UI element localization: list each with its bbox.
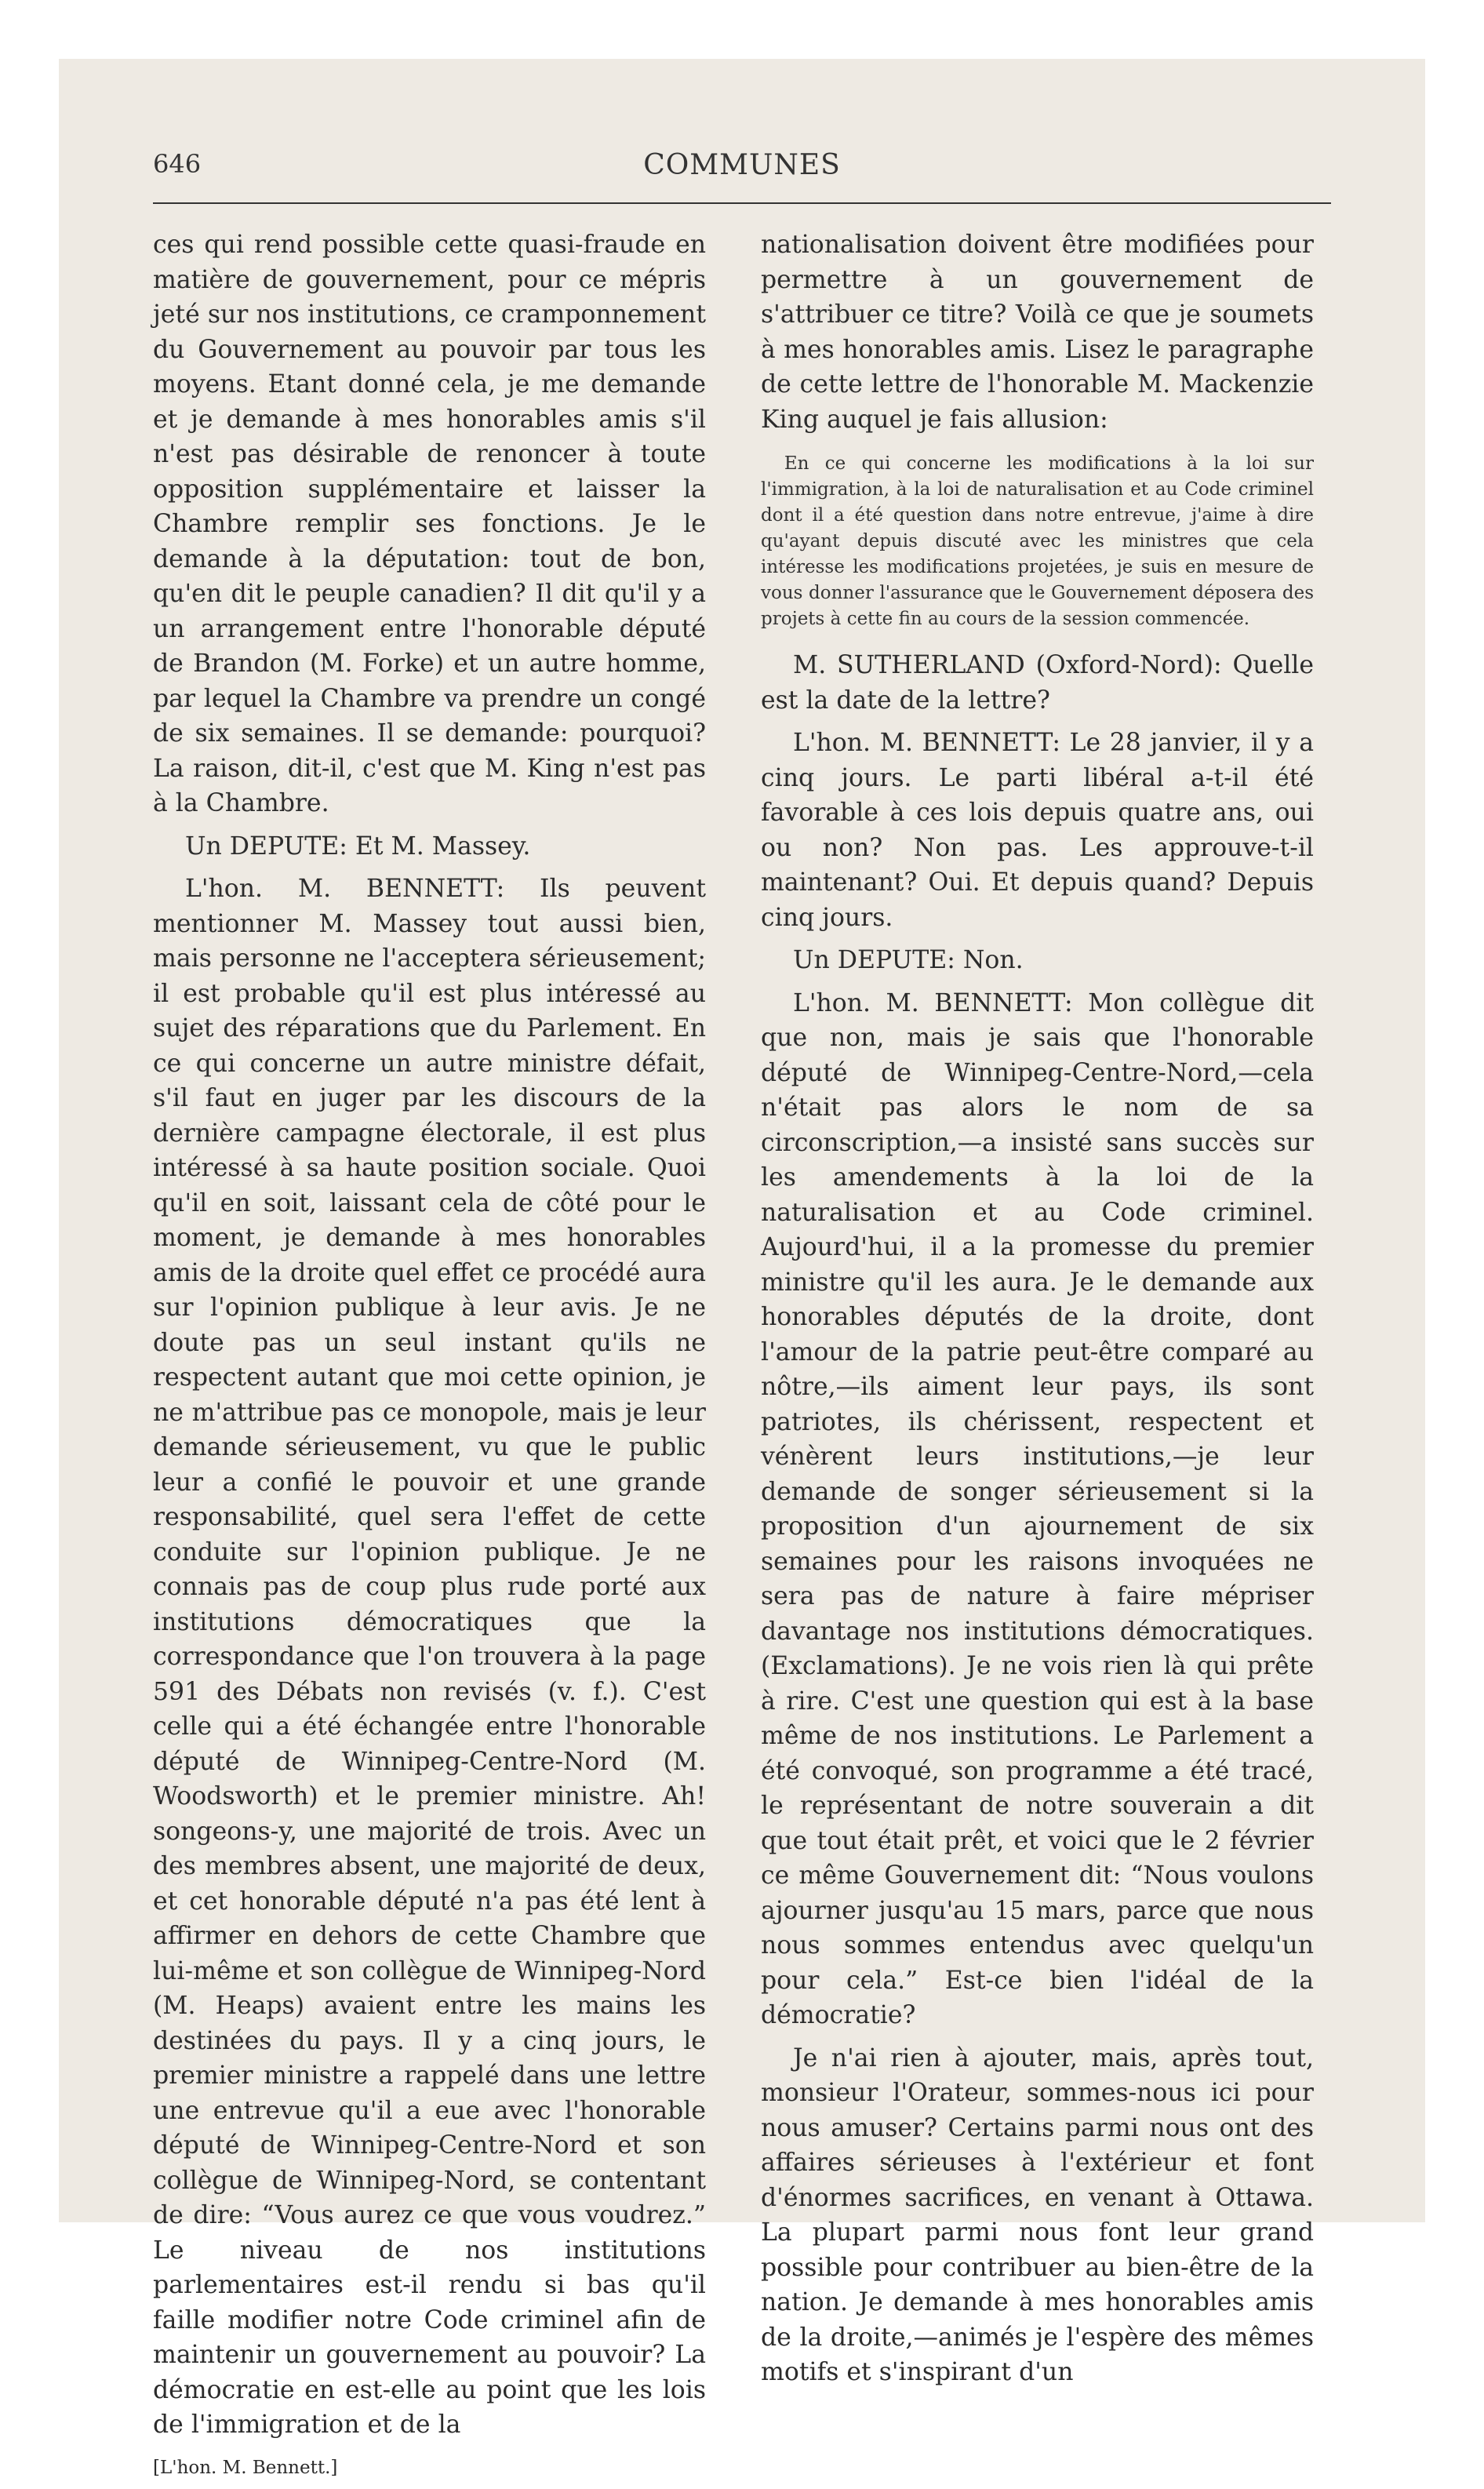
paragraph: Un DEPUTE: Non. [792,946,1024,974]
paragraph: nationalisation doivent être modifiées pour permettre à un gouvernement de s'attribuer ce titre? Voilà ce que je soumets à mes honorables amis. Lisez le paragraphe de cette lettre de l'honorable M. Mackenzie King auquel je fais allusion: [761,231,1314,434]
running-title: COMMUNES [643,149,841,181]
header-rule [153,202,1331,204]
scanned-page [59,59,1425,2478]
left-column [153,227,706,2489]
paragraph: L'hon. M. BENNETT: Ils peuvent mentionner M. Massey tout aussi bien, mais personne ne l'acceptera sérieusement; il est probable qu'il est plus intéressé au sujet des réparations que du Parlement. En ce qui concerne un autre ministre défait, s'il faut en juger par les discours de la dernière campagne électorale, il est plus intéressé à sa haute position sociale. Quoi qu'il en soit, laissant cela de côté pour le moment, je demande à mes honorables amis de la droite quel effet ce procédé aura sur l'opinion publique à leur avis. Je ne doute pas un seul instant qu'ils ne respectent autant que moi cette opinion, je ne m'attribue pas ce monopole, mais je leur demande sérieusement, vu que le public leur a confié le pouvoir et une grande responsabilité, quel sera l'effet de cette conduite sur l'opinion publique. Je ne connais pas de coup plus rude porté aux institutions démocratiques que la correspondance que l'on trouvera à la page 591 des Débats non revisés (v. f.). C'est celle qui a été échangée entre l'honorable député de Winnipeg-Centre-Nord (M. Woodsworth) et le premier ministre. Ah! songeons-y, une majorité de trois. Avec un des membres absent, une majorité de deux, et cet honorable député n'a pas été lent à affirmer en dehors de cette Chambre que lui-même et son collègue de Winnipeg-Nord (M. Heaps) avaient entre les mains les destinées du pays. Il y a cinq jours, le premier ministre a rappelé dans une lettre une entrevue qu'il a eue avec l'honorable député de Winnipeg-Centre-Nord et son collègue de Winnipeg-Nord, se contentant de dire: “Vous aurez ce que vous voudrez.” Le niveau de nos institutions parlementaires est-il rendu si bas qu'il faille modifier notre Code criminel afin de maintenir un gouvernement au pouvoir? La démocratie en est-elle au point que les lois de l'immigration et de la [153,875,706,2439]
paragraph: Un DEPUTE: Et M. Massey. [184,831,531,861]
speaker-attribution: [L'hon. M. Bennett.] [153,2457,338,2478]
paragraph: ces qui rend possible cette quasi-fraude en matière de gouvernement, pour ce mépris jeté sur nos institutions, ce cramponnement du Gouvernement au pouvoir par tous les moyens. Etant donné cela, je me demande et je demande à mes honorables amis s'il n'est pas désirable de renoncer à toute opposition supplémentaire et laisser la Chambre remplir ses fonctions. Je le demande à la députation: tout de bon, qu'en dit le peuple canadien? Il dit qu'il y a un arrangement entre l'honorable député de Brandon (M. Forke) et un autre homme, par lequel la Chambre va prendre un congé de six semaines. Il se demande: pourquoi? La raison, dit-il, c'est que M. King n'est pas à la Chambre. [153,231,706,817]
quoted-letter: En ce qui concerne les modifications à la loi sur l'immigration, à la loi de naturalisation et au Code criminel dont il a été question dans notre entrevue, j'aime à dire qu'ayant depuis discuté avec les ministres que cela intéresse les modifications projetées, je suis en mesure de vous donner l'assurance que le Gouvernement déposera des projets à cette fin au cours de la session commencée. [761,453,1314,629]
paragraph: L'hon. M. BENNETT: Le 28 janvier, il y a cinq jours. Le parti libéral a-t-il été favorable à ces lois depuis quatre ans, oui ou non? Non pas. Les approuve-t-il maintenant? Oui. Et depuis quand? Depuis cinq jours. [761,729,1314,932]
page-header [153,149,1331,196]
right-column [761,227,1314,2398]
page-number: 646 [153,149,202,179]
paragraph: M. SUTHERLAND (Oxford-Nord): Quelle est la date de la lettre? [761,651,1314,715]
paragraph: L'hon. M. BENNETT: Mon collègue dit que non, mais je sais que l'honorable député de Winnipeg-Centre-Nord,—cela n'était pas alors le nom de sa circonscription,—a insisté sans succès sur les amendements à la loi de la naturalisation et au Code criminel. Aujourd'hui, il a la promesse du premier ministre qu'il les aura. Je le demande aux honorables députés de la droite, dont l'amour de la patrie peut-être comparé au nôtre,—ils aiment leur pays, ils sont patriotes, ils chérissent, respectent et vénèrent leurs institutions,—je leur demande de songer sérieusement si la proposition d'un ajournement de six semaines pour les raisons invoquées ne sera pas de nature à faire mépriser davantage nos institutions démocratiques. (Exclamations). Je ne vois rien là qui prête à rire. C'est une question qui est à la base même de nos institutions. Le Parlement a été convoqué, son programme a été tracé, le représentant de notre souverain a dit que tout était prêt, et voici que le 2 février ce même Gouvernement dit: “Nous voulons ajourner jusqu'au 15 mars, parce que nous nous sommes entendus avec quelqu'un pour cela.” Est-ce bien l'idéal de la démocratie? [761,988,1314,2029]
paragraph: Je n'ai rien à ajouter, mais, après tout, monsieur l'Orateur, sommes-nous ici pour nous amuser? Certains parmi nous ont des affaires sérieuses à l'extérieur et font d'énormes sacrifices, en venant à Ottawa. La plupart parmi nous font leur grand possible pour contribuer au bien-être de la nation. Je demande à mes honorables amis de la droite,—animés je l'espère des mêmes motifs et s'inspirant d'un [761,2043,1314,2386]
